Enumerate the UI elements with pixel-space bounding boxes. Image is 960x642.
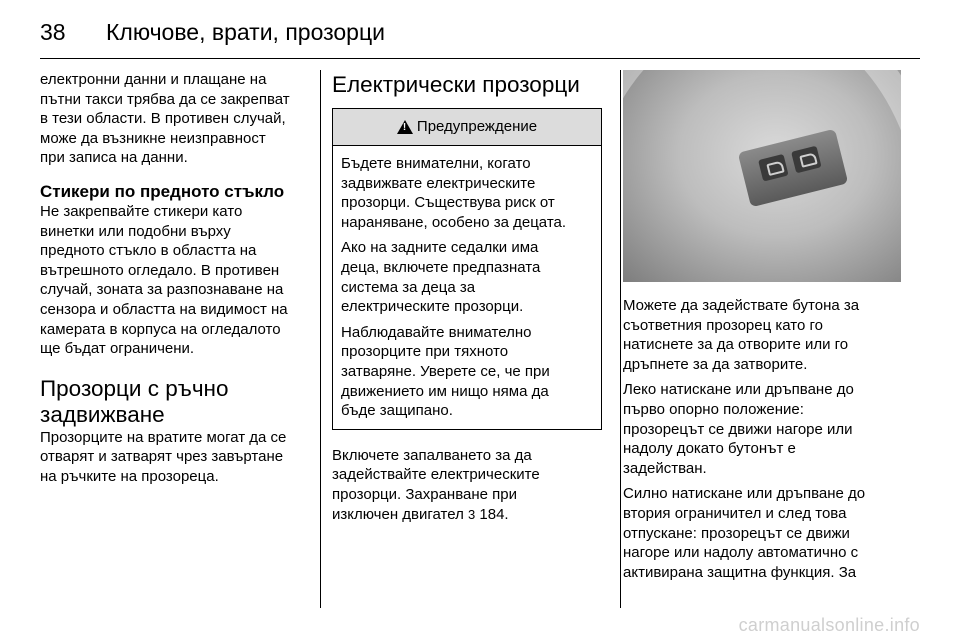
warning-header xyxy=(333,109,601,146)
section-heading-windshield-stickers: Стикери по предното стъкло xyxy=(40,181,285,201)
window-switch-photo xyxy=(623,70,901,282)
warning-paragraph-2: Ако на задните седалки има деца, включете предпазната система за деца за електрическите прозорци. xyxy=(341,239,541,316)
column-divider-2 xyxy=(620,70,621,608)
page-header xyxy=(40,14,385,50)
page-reference-arrow-icon[interactable]: 3 xyxy=(468,506,476,522)
column-divider-1 xyxy=(320,70,321,608)
column-2 xyxy=(332,70,606,524)
operation-paragraph: Можете да задействате бутона за съответния прозорец като го натиснете за да отворите или го дръпнете за да затворите. xyxy=(623,297,860,373)
header-divider xyxy=(40,58,920,59)
strong-press-paragraph: Силно натискане или дръпване до втория ограничител и след това отпускане: прозорецът се движи нагоре или надолу автоматично с активирана защитна функция. За xyxy=(623,485,866,581)
warning-paragraph-1: Бъдете внимателни, когато задвижвате електрическите прозорци. Съществува риск от нараняване, особено за децата. xyxy=(341,155,567,231)
intro-paragraph: електронни данни и плащане на пътни такси трябва да се закрепват в тези области. В противен случай, може да възникне неизправност при записа на данни. xyxy=(40,71,290,167)
section-heading-power-windows: Електрически прозорци xyxy=(332,72,580,97)
page-reference[interactable]: 184. xyxy=(479,505,509,523)
page-number: 38 xyxy=(40,18,66,45)
warning-title: Предупреждение xyxy=(416,118,538,136)
window-switch-icon xyxy=(758,154,789,182)
warning-box xyxy=(332,108,602,430)
window-switch-icon xyxy=(791,146,822,174)
watermark: carmanualsonline.info xyxy=(738,615,920,635)
manual-windows-paragraph: Прозорците на вратите могат да се отварят и затварят чрез завъртане на ръчките на прозореца. xyxy=(40,428,287,485)
column-1 xyxy=(40,70,308,487)
warning-triangle-icon xyxy=(397,120,413,134)
section-heading-manual-windows: Прозорци с ръчно задвижване xyxy=(40,375,229,427)
light-press-paragraph: Леко натискане или дръпване до първо опорно положение: прозорецът се движи нагоре или надолу докато бутонът е задействан. xyxy=(623,381,854,477)
column-3 xyxy=(623,70,901,588)
warning-body xyxy=(333,146,601,429)
page-title: Ключове, врати, прозорци xyxy=(106,18,385,45)
warning-paragraph-3: Наблюдавайте внимателно прозорците при тяхното затваряне. Уверете се, че при движението им нищо няма да бъде защипано. xyxy=(341,323,550,420)
ignition-paragraph: Включете запалването за да задействайте електрическите прозорци. Захранване при изключен двигател 3 184. xyxy=(332,446,540,523)
windshield-stickers-paragraph: Не закрепвайте стикери като винетки или подобни върху предното стъкло в областта на вътрешното огледало. В противен случай, зоната за разпознаване на сензора и областта на видимост на камерата в корпуса на огледалото ще бъдат ограничени. xyxy=(40,202,288,358)
